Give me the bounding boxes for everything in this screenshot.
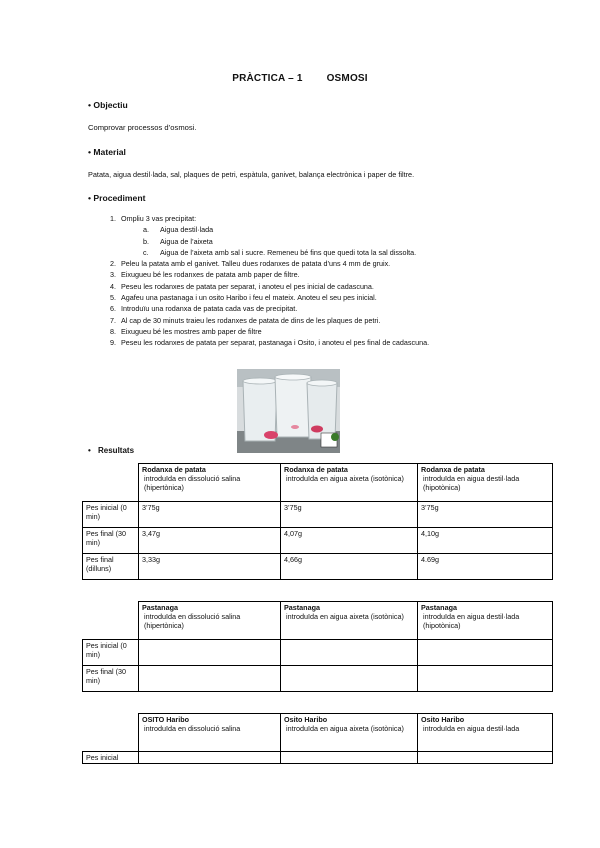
results-table-osito [82,713,553,764]
table-row [83,502,553,528]
procedure-step: 2. Peleu la patata amb el ganivet. Talleu dues rodanxes de patata d’uns 4 mm de gruix. [110,259,391,269]
table-cell [139,752,281,764]
table-header-cell: OSITO Haribo introduïda en dissolució salina [139,714,281,752]
table-row [83,666,553,692]
procedure-step: 8. Eixugueu bé les mostres amb paper de filtre [110,326,262,336]
procedure-substep: c. Aigua de l’aixeta amb sal i sucre. Remeneu bé fins que quedi tota la sal dissolta. [143,247,417,257]
objectiu-text: Comprovar processos d’osmosi. [88,123,197,132]
title-osmosi: OSMOSI [326,73,368,84]
table-header-cell: Rodanxa de patata introduïda en aigua aixeta (isotònica) [281,464,418,502]
procediment-heading: • Procediment [88,193,146,203]
material-heading: • Material [88,147,126,157]
table-cell [418,640,553,666]
row-label: Pes final (dilluns) [83,554,139,580]
resultats-heading-text: Resultats [98,446,135,455]
procedure-step: 7. Al cap de 30 minuts traieu les rodanxes de patata de dins de les plaques de petri. [110,315,381,325]
beakers-illustration [237,369,340,453]
table-cell: 3,33g [139,554,281,580]
table-row [83,554,553,580]
material-text: Patata, aigua destil·lada, sal, plaques de petri, espàtula, ganivet, balança electrònica i paper de filtre. [88,170,415,179]
table-header-cell: Rodanxa de patata introduïda en dissolució salina (hipertònica) [139,464,281,502]
table-header-cell: Osito Haribo introduïda en aigua destil·lada [418,714,553,752]
table-cell: 4,07g [281,528,418,554]
table-header-cell: Osito Haribo introduïda en aigua aixeta (isotònica) [281,714,418,752]
table-cell [418,752,553,764]
procedure-substep: b. Aigua de l’aixeta [143,236,213,246]
table-cell: 4,66g [281,554,418,580]
procedure-step: 4. Peseu les rodanxes de patata per separat, i anoteu el pes inicial de cadascuna. [110,281,374,291]
row-label: Pes final (30 min) [83,528,139,554]
table-row [83,752,553,764]
table-cell [281,640,418,666]
table-header-cell: Pastanaga introduïda en aigua aixeta (isotònica) [281,602,418,640]
table-cell: 3’75g [418,502,553,528]
row-label: Pes inicial [83,752,139,764]
results-table-patata [82,463,553,580]
table-header-cell: Rodanxa de patata introduïda en aigua destil·lada (hipotònica) [418,464,553,502]
resultats-heading: • Resultats [88,446,135,455]
procedure-step: 5. Agafeu una pastanaga i un osito Haribo i feu el mateix. Anoteu el seu pes inicial. [110,293,377,303]
beakers-photo [237,369,340,453]
row-label: Pes final (30 min) [83,666,139,692]
row-label: Pes inicial (0 min) [83,502,139,528]
table-corner [83,464,139,502]
table-row [83,528,553,554]
table-cell: 3,47g [139,528,281,554]
page-title [0,73,600,84]
table-cell: 3’75g [281,502,418,528]
table-corner [83,602,139,640]
procedure-list [88,213,429,349]
table-cell: 3’75g [139,502,281,528]
objectiu-heading: • Objectiu [88,100,128,110]
results-table-pastanaga [82,601,553,692]
procedure-step: 1. Ompliu 3 vas precipitat: [110,214,197,223]
table-cell: 4,10g [418,528,553,554]
table-header-row [83,464,553,502]
table-header-row [83,714,553,752]
procedure-step: 3. Eixugueu bé les rodanxes de patata amb paper de filtre. [110,270,300,280]
table-cell [139,640,281,666]
table-cell [281,752,418,764]
row-label: Pes inicial (0 min) [83,640,139,666]
table-corner [83,714,139,752]
table-cell [281,666,418,692]
table-row [83,640,553,666]
table-cell [418,666,553,692]
procedure-substep: a. Aigua destil·lada [143,225,214,235]
procedure-step: 6. Introduïu una rodanxa de patata cada vas de precipitat. [110,304,298,314]
table-cell: 4.69g [418,554,553,580]
table-header-cell: Pastanaga introduïda en aigua destil·lada (hipotònica) [418,602,553,640]
table-header-row [83,602,553,640]
table-header-cell: Pastanaga introduïda en dissolució salina (hipertònica) [139,602,281,640]
title-practica: PRÀCTICA – 1 [232,73,303,84]
procedure-step: 9. Peseu les rodanxes de patata per separat, pastanaga i Osito, i anoteu el pes final de cadascuna. [110,338,430,348]
table-cell [139,666,281,692]
